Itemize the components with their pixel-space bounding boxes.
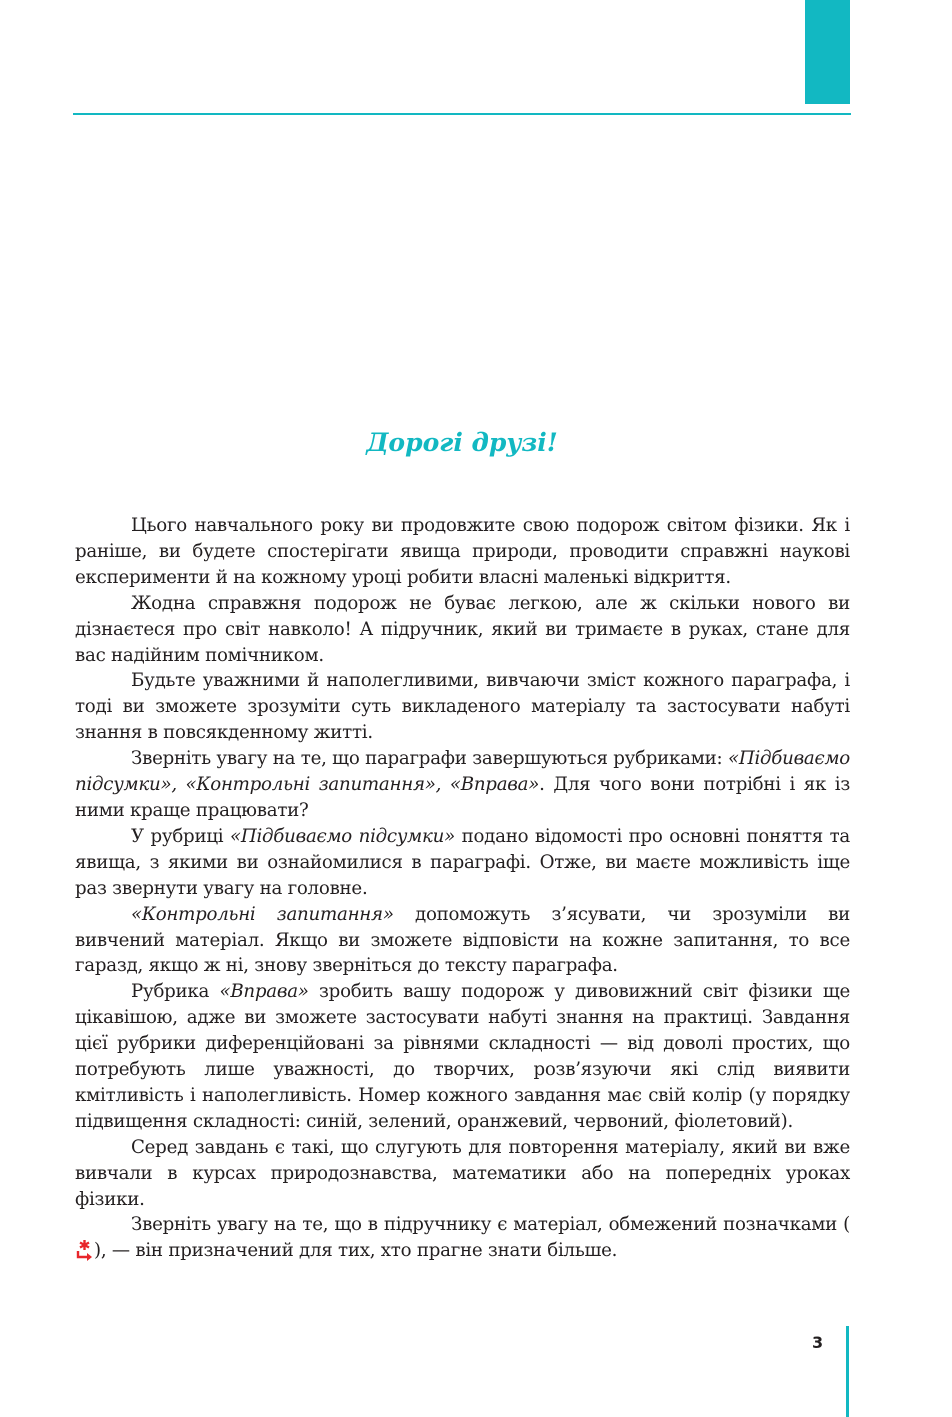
paragraph-3: Будьте уважними й наполегливими, вивчаючи зміст кожного параграфа, і тоді ви зможете зрозуміти суть викладеного матеріалу та застосувати набуті знання в повсякденному житті. — [75, 670, 850, 744]
paragraph-4-text-a: Зверніть увагу на те, що параграфи завершуються рубриками: — [131, 748, 728, 770]
paragraph-8: Серед завдань є такі, що слугують для повторення матеріалу, який ви вже вивчали в курсах природознавства, математики або на попередніх уроках фізики. — [75, 1136, 850, 1210]
rubric-questions-name: «Контрольні запитання» — [131, 903, 394, 925]
paragraph-7-text-b: зробить вашу подорож у дивовижний світ фізики ще цікавішою, адже ви зможете застосувати набуті знання на практиці. Завдання цієї рубрики диференційовані за рівнями складності — від доволі простих, що потребують лише уважності, до творчих, розв’язуючи які слід виявити кмітливість і наполегливість. Номер кожного завдання має свій колір (у порядку підвищення складності: синій, зелений, оранжевий, червоний, фіолетовий). — [75, 981, 850, 1132]
paragraph-9-text-b: ), — він призначений для тих, хто прагне знати більше. — [94, 1240, 618, 1262]
paragraph-5-text-b: подано відомості про основні поняття та явища, з якими ви ознайомилися в параграфі. Отже, ви маєте можливість іще раз звернути увагу на головне. — [75, 825, 851, 899]
paragraph-4 — [75, 746, 850, 824]
rubric-exercise-name: «Вправа» — [219, 981, 309, 1003]
paragraph-5 — [75, 824, 850, 902]
paragraph-9 — [75, 1212, 850, 1264]
page-title: Дорогі друзі! — [366, 428, 558, 457]
paragraph-6-text-b: допоможуть з’ясувати, чи зрозуміли ви вивчений матеріал. Якщо ви зможете відповісти на кожне запитання, то все гаразд, якщо ж ні, знову зверніться до тексту параграфа. — [75, 903, 850, 977]
paragraph-4-text-b: . Для чого вони потрібні і як із ними краще працювати? — [75, 774, 851, 821]
page-number: 3 — [812, 1333, 824, 1352]
paragraph-1: Цього навчального року ви продовжите свою подорож світом фізики. Як і раніше, ви будете спостерігати явища природи, проводити справжні наукові експерименти й на кожному уроці робити власні маленькі відкриття. — [75, 515, 850, 588]
paragraph-7-text-a: Рубрика — [131, 981, 220, 1003]
paragraph-6 — [75, 902, 850, 980]
rubric-summary-name: «Підбиваємо підсумки» — [229, 825, 455, 847]
paragraph-2: Жодна справжня подорож не буває легкою, але ж скільки нового ви дізнаєтеся про світ навколо! А підручник, який ви тримаєте в руках, стане для вас надійним помічником. — [75, 592, 850, 666]
header-rule — [73, 113, 851, 115]
paragraph-7 — [75, 979, 850, 1134]
asterisk-arrow-icon — [75, 1239, 94, 1261]
rubric-names: «Підбиваємо підсумки», «Контрольні запитання», «Вправа» — [75, 748, 850, 796]
body-text — [75, 513, 850, 1264]
paragraph-5-text-a: У рубриці — [131, 825, 230, 847]
page-number-rule — [846, 1326, 849, 1417]
paragraph-9-text-a: Зверніть увагу на те, що в підручнику є матеріал, обмежений позначками ( — [131, 1214, 850, 1236]
corner-tab-decoration — [805, 0, 850, 104]
